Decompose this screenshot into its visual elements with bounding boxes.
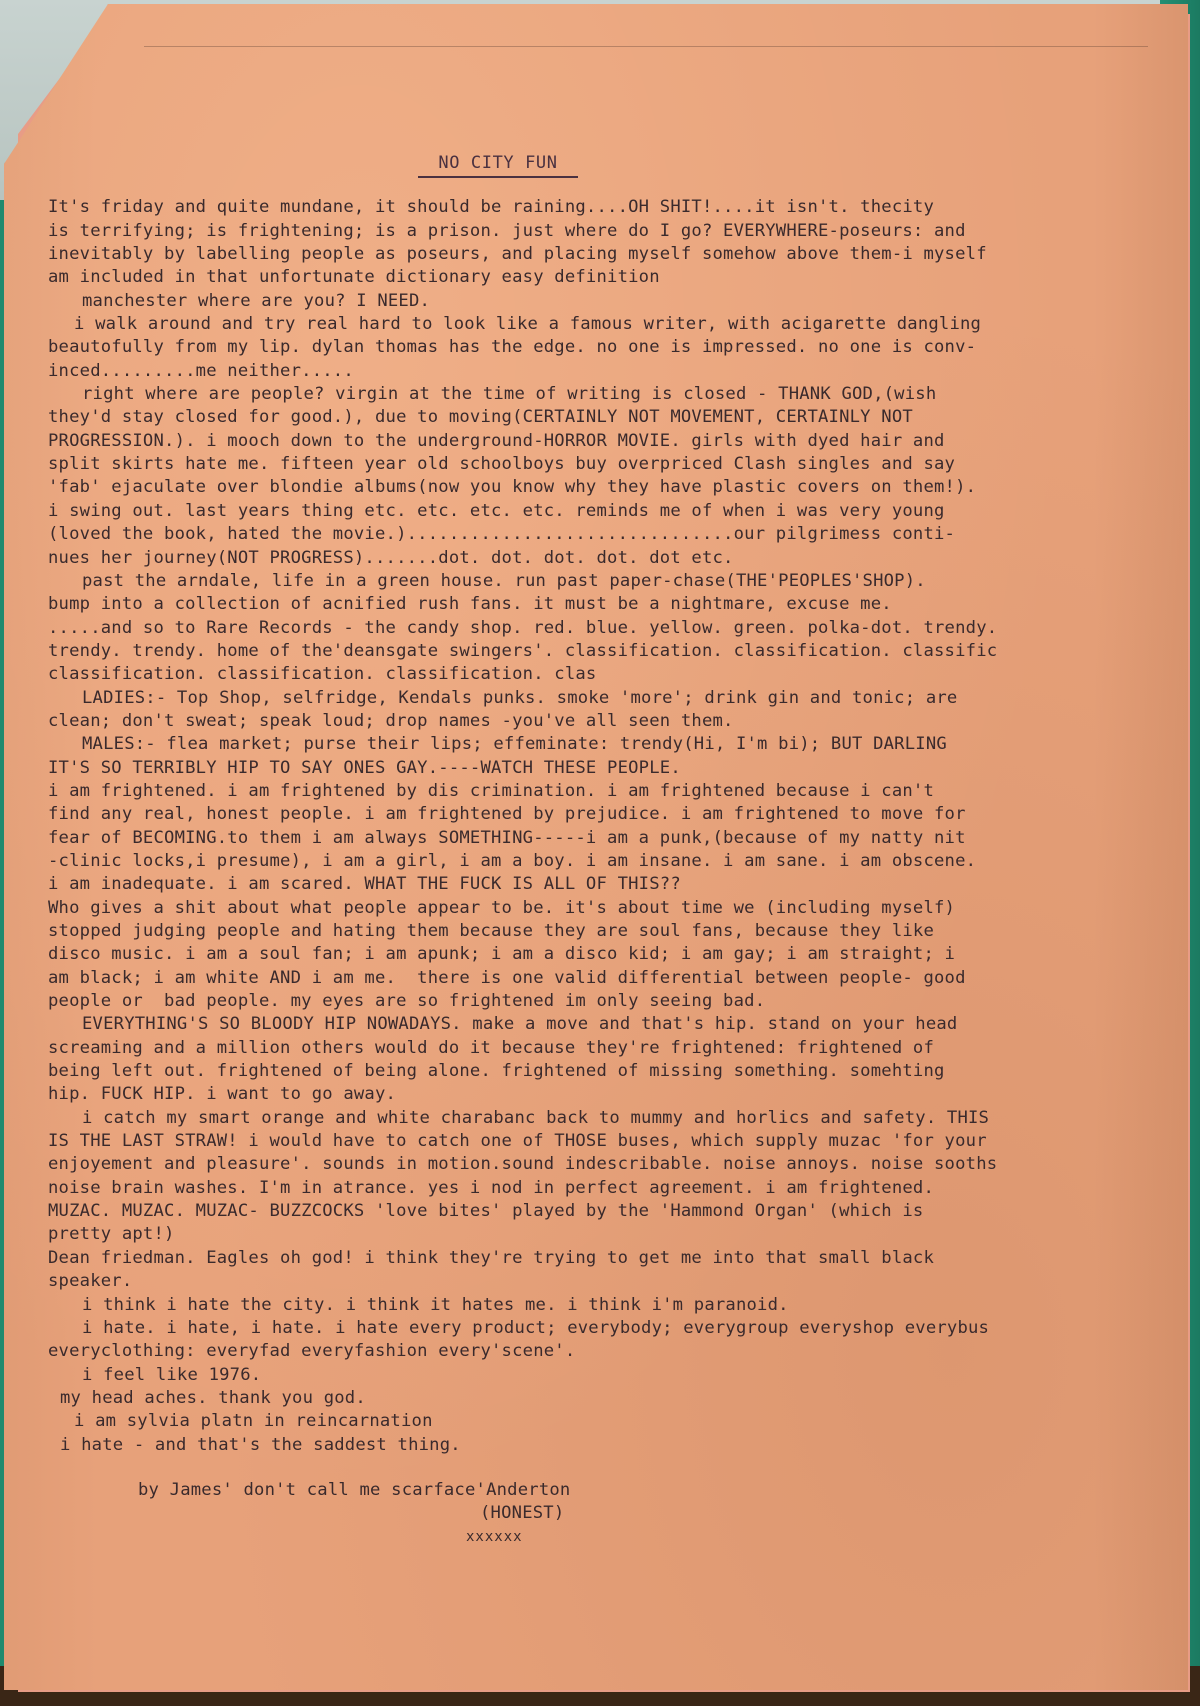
text-line: pretty apt!) xyxy=(48,1224,175,1245)
text-line: IT'S SO TERRIBLY HIP TO SAY ONES GAY.----WATCH THESE PEOPLE. xyxy=(48,757,681,778)
paragraph xyxy=(48,1247,1158,1294)
text-line: nues her journey(NOT PROGRESS).......dot. dot. dot. dot. dot etc. xyxy=(48,547,734,568)
paragraph xyxy=(48,570,1158,687)
text-line: MUZAC. MUZAC. MUZAC- BUZZCOCKS 'love bites' played by the 'Hammond Organ' (which is xyxy=(48,1201,924,1222)
text-line: fear of BECOMING.to them i am always SOMETHING-----i am a punk,(because of my natty nit xyxy=(48,827,966,848)
text-line: i walk around and try real hard to look like a famous writer, with acigarette dangling xyxy=(74,314,982,335)
document-body xyxy=(48,152,1158,1549)
text-line: am included in that unfortunate dictionary easy definition xyxy=(48,267,660,288)
text-line: find any real, honest people. i am frightened by prejudice. i am frightened to move for xyxy=(48,804,966,825)
byline: by James' don't call me scarface'Anderton xyxy=(138,1479,571,1500)
page-title: NO CITY FUN xyxy=(418,152,578,178)
text-line: i think i hate the city. i think it hates me. i think i'm paranoid. xyxy=(82,1294,789,1315)
text-line: inevitably by labelling people as poseurs, and placing myself somehow above them-i myself xyxy=(48,244,987,265)
paragraph xyxy=(48,1387,1158,1410)
text-line: (loved the book, hated the movie.)...............................our pilgrimess conti- xyxy=(48,524,956,545)
text-line: It's friday and quite mundane, it should be raining....OH SHIT!....it isn't. thecity xyxy=(48,197,935,218)
text-line: past the arndale, life in a green house. run past paper-chase(THE'PEOPLES'SHOP). xyxy=(82,570,926,591)
text-line: stopped judging people and hating them because they are soul fans, because they like xyxy=(48,921,935,941)
text-line: LADIES:- Top Shop, selfridge, Kendals punks. smoke 'more'; drink gin and tonic; are xyxy=(82,687,958,708)
text-line: beautofully from my lip. dylan thomas has the edge. no one is impressed. no one is conv- xyxy=(48,337,977,358)
text-line: i hate - and that's the saddest thing. xyxy=(60,1434,461,1455)
text-line: manchester where are you? I NEED. xyxy=(82,290,431,311)
paragraph xyxy=(48,780,1158,897)
text-line: my head aches. thank you god. xyxy=(60,1387,366,1408)
byline-note: (HONEST) xyxy=(480,1503,565,1524)
text-line: disco music. i am a soul fan; i am apunk; i am a disco kid; i am gay; i am straight; i xyxy=(48,944,956,965)
text-line: people or bad people. my eyes are so frightened im only seeing bad. xyxy=(48,991,766,1012)
text-line: trendy. trendy. home of the'deansgate swingers'. classification. classification. classific xyxy=(48,640,998,661)
text-line: right where are people? virgin at the time of writing is closed - THANK GOD,(wish xyxy=(82,384,937,405)
faint-rule xyxy=(144,46,1148,47)
paragraph xyxy=(48,383,1158,570)
text-line: i hate. i hate, i hate. i hate every product; everybody; everygroup everyshop everybus xyxy=(82,1317,990,1338)
text-line: being left out. frightened of being alone. frightened of missing something. somehting xyxy=(48,1061,945,1082)
text-line: i am frightened. i am frightened by dis crimination. i am frightened because i can't xyxy=(48,780,935,801)
text-line: bump into a collection of acnified rush fans. it must be a nightmare, excuse me. xyxy=(48,594,892,615)
text-line: enjoyement and pleasure'. sounds in motion.sound indescribable. noise annoys. noise sooths xyxy=(48,1154,998,1175)
text-line: is terrifying; is frightening; is a prison. just where do I go? EVERYWHERE-poseurs: and xyxy=(48,220,966,241)
text-line: classification. classification. classification. clas xyxy=(48,664,597,685)
sign-off: xxxxxx xyxy=(466,1528,523,1545)
paragraph xyxy=(48,290,1158,313)
paragraph xyxy=(48,733,1158,780)
text-line: IS THE LAST STRAW! i would have to catch one of THOSE buses, which supply muzac 'for your xyxy=(48,1131,987,1152)
text-line: speaker. xyxy=(48,1271,133,1292)
text-line: inced.........me neither..... xyxy=(48,360,354,381)
text-line: Who gives a shit about what people appear to be. it's about time we (including myself) xyxy=(48,897,956,918)
text-line: i catch my smart orange and white charabanc back to mummy and horlics and safety. THIS xyxy=(82,1107,990,1128)
paragraph xyxy=(48,1294,1158,1317)
paragraph xyxy=(48,1317,1158,1364)
spacer xyxy=(48,1457,1158,1479)
text-line: MALES:- flea market; purse their lips; effeminate: trendy(Hi, I'm bi); BUT DARLING xyxy=(82,734,947,755)
paragraph xyxy=(48,687,1158,734)
text-line: .....and so to Rare Records - the candy shop. red. blue. yellow. green. polka-dot. trendy. xyxy=(48,617,998,638)
paragraph xyxy=(48,1410,1158,1433)
text-line: -clinic locks,i presume), i am a girl, i am a boy. i am insane. i am sane. i am obscene. xyxy=(48,850,977,871)
paragraph xyxy=(48,196,1158,289)
text-line: split skirts hate me. fifteen year old schoolboys buy overpriced Clash singles and say xyxy=(48,454,956,475)
text-line: clean; don't sweat; speak loud; drop names -you've all seen them. xyxy=(48,710,734,731)
paragraph xyxy=(48,897,1158,1014)
text-line: i am sylvia platn in reincarnation xyxy=(74,1411,433,1432)
paragraph xyxy=(48,313,1158,383)
text-line: hip. FUCK HIP. i want to go away. xyxy=(48,1084,397,1105)
text-line: noise brain washes. I'm in atrance. yes i nod in perfect agreement. i am frightened. xyxy=(48,1177,935,1198)
paragraph xyxy=(48,1013,1158,1106)
paragraph xyxy=(48,1434,1158,1457)
paragraph xyxy=(48,1364,1158,1387)
text-line: i am inadequate. i am scared. WHAT THE FUCK IS ALL OF THIS?? xyxy=(48,874,681,895)
text-line: screaming and a million others would do it because they're frightened: frightened of xyxy=(48,1037,935,1058)
paragraph xyxy=(48,1107,1158,1247)
text-line: i feel like 1976. xyxy=(82,1364,262,1385)
text-line: everyclothing: everyfad everyfashion every'scene'. xyxy=(48,1341,576,1362)
text-line: i swing out. last years thing etc. etc. etc. etc. reminds me of when i was very young xyxy=(48,500,945,521)
text-line: they'd stay closed for good.), due to moving(CERTAINLY NOT MOVEMENT, CERTAINLY NOT xyxy=(48,407,913,428)
text-line: PROGRESSION.). i mooch down to the underground-HORROR MOVIE. girls with dyed hair and xyxy=(48,430,945,451)
text-line: am black; i am white AND i am me. there is one valid differential between people- good xyxy=(48,967,966,988)
text-line: 'fab' ejaculate over blondie albums(now you know why they have plastic covers on them!). xyxy=(48,477,977,498)
text-line: EVERYTHING'S SO BLOODY HIP NOWADAYS. make a move and that's hip. stand on your head xyxy=(82,1014,958,1035)
text-line: Dean friedman. Eagles oh god! i think they're trying to get me into that small black xyxy=(48,1247,935,1268)
